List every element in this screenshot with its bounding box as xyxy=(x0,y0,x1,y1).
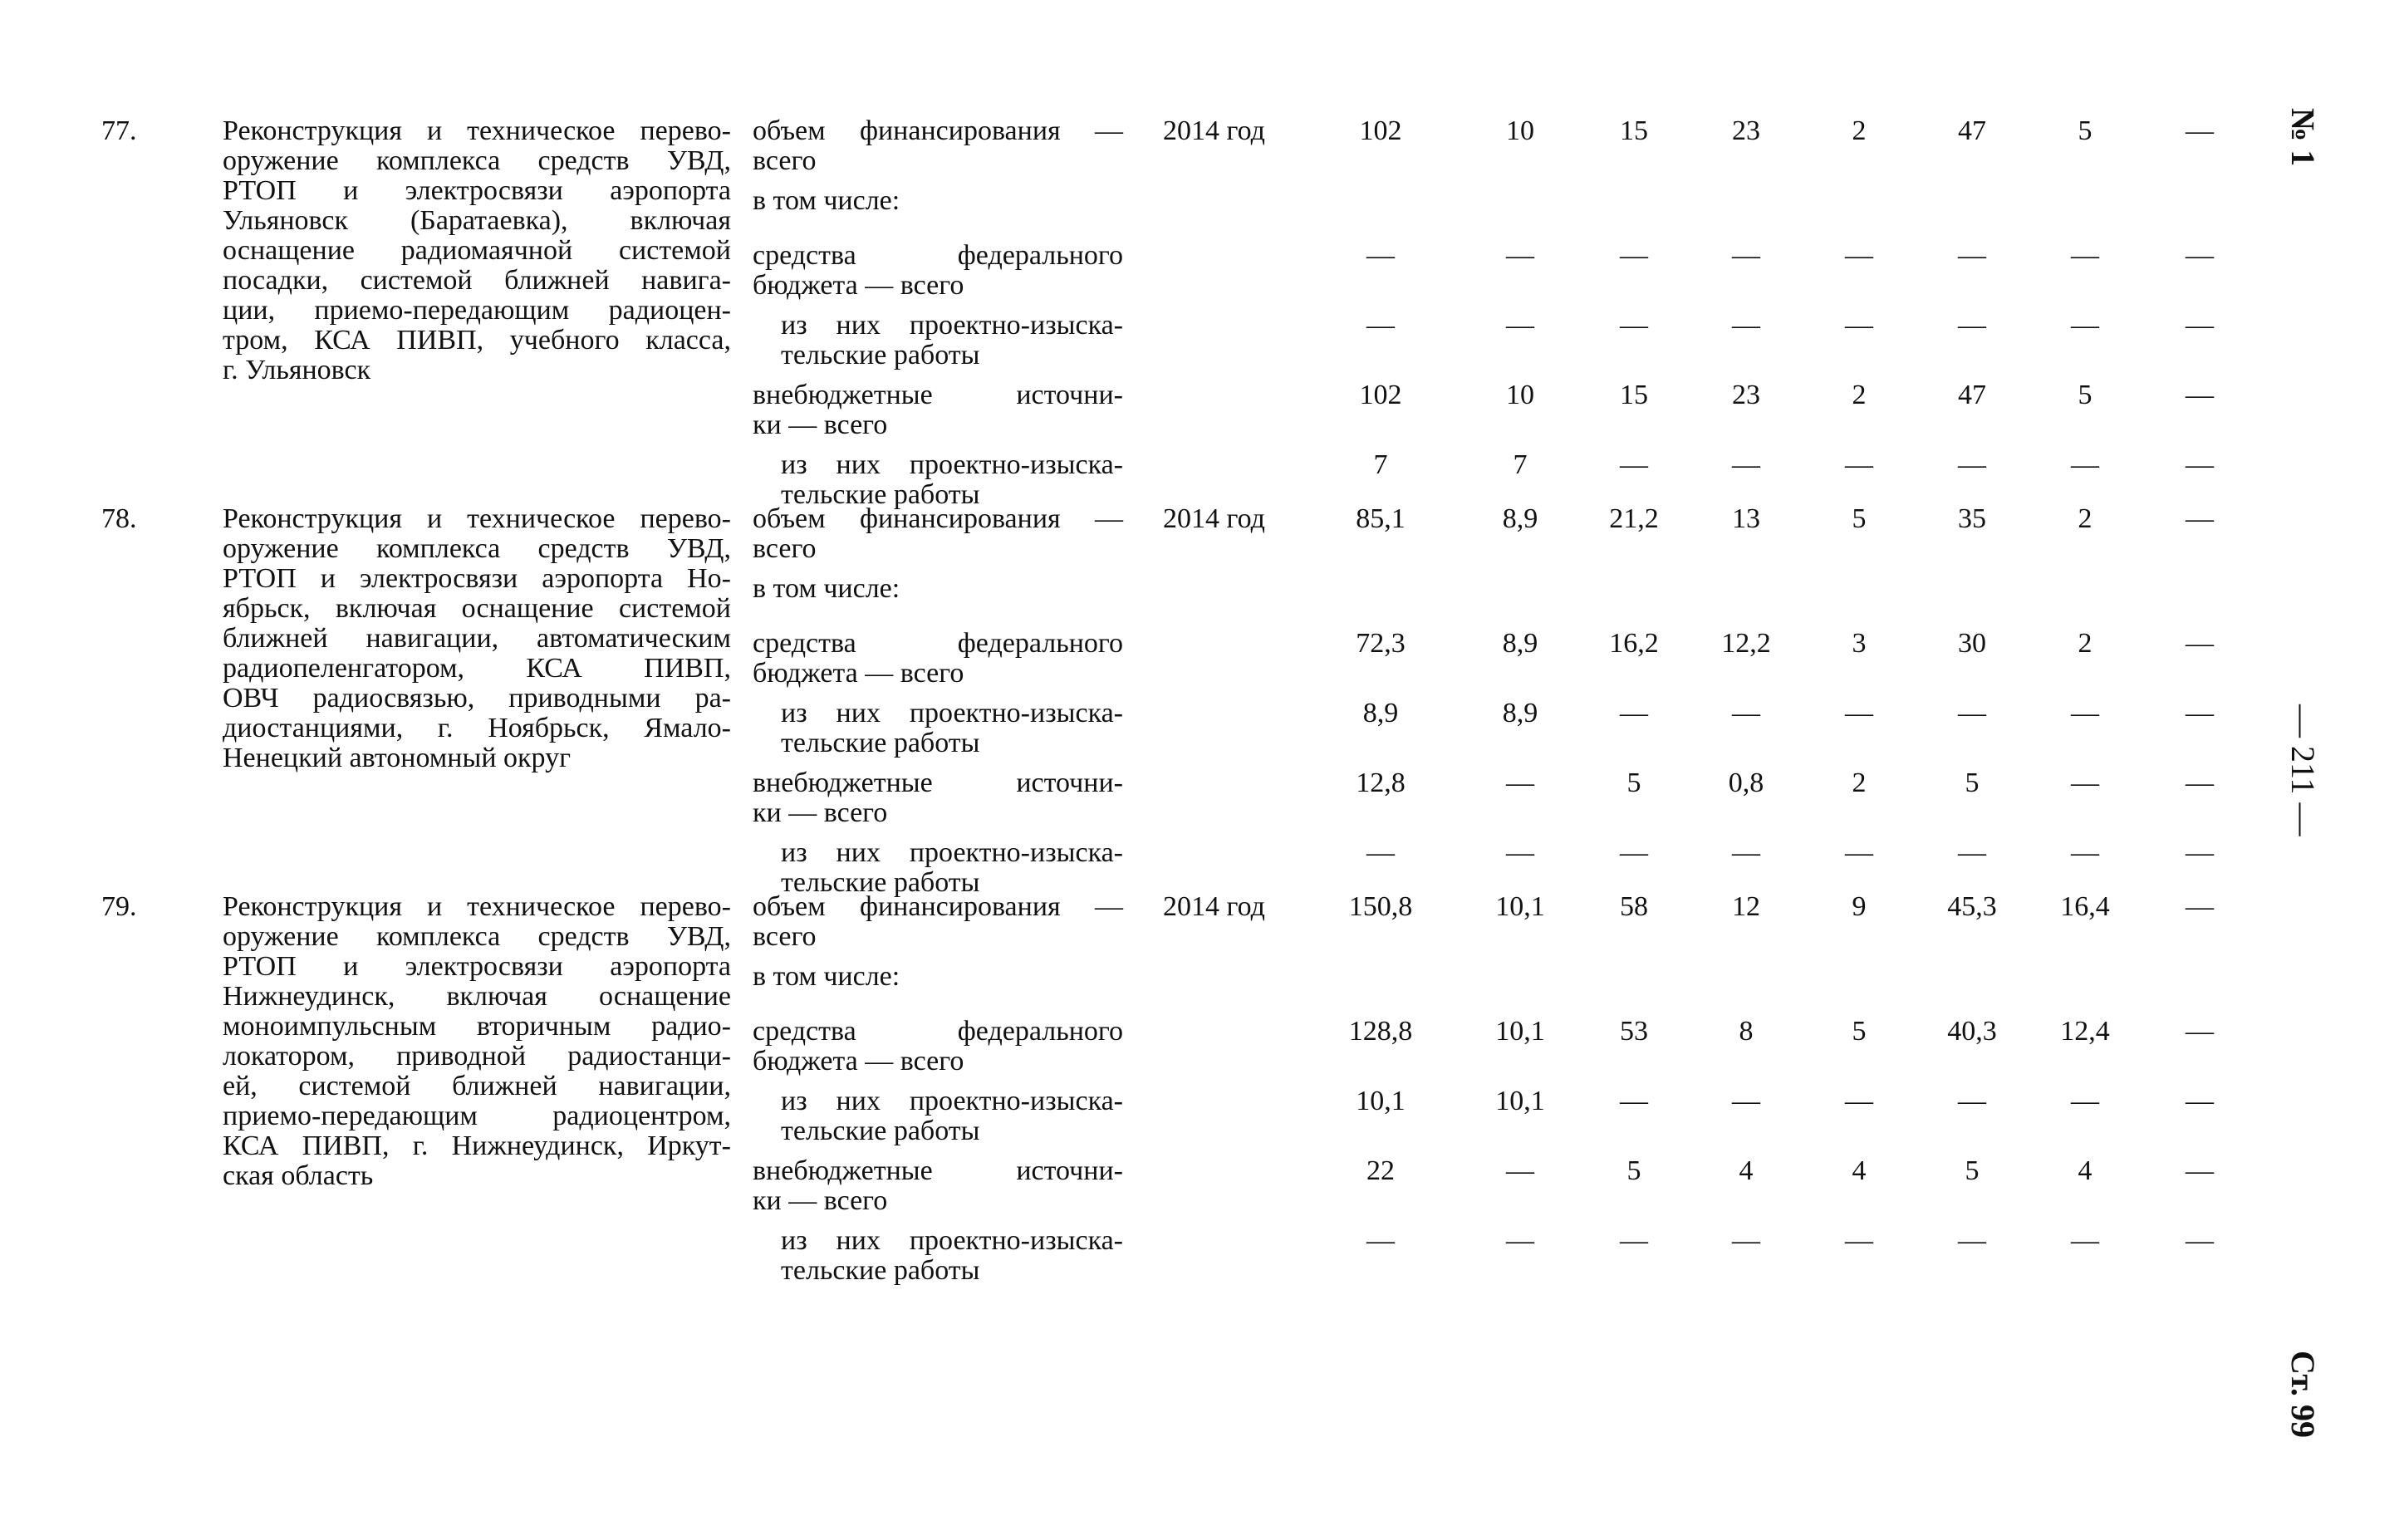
value-cell: — xyxy=(2186,115,2214,146)
label-line: из них проектно-изыска- xyxy=(781,1086,1123,1116)
value-cell: — xyxy=(1620,698,1648,728)
funding-row xyxy=(0,380,2404,447)
label-line: в том числе: xyxy=(753,573,900,604)
entry-number: 79. xyxy=(101,891,137,922)
value-cell: — xyxy=(1845,310,1873,341)
description-line: оружение комплекса средств УВД, xyxy=(223,145,731,176)
entry-year: 2014 год xyxy=(1163,115,1265,146)
description-line: Реконструкция и техническое перево- xyxy=(223,503,731,534)
description-line: тром, КСА ПИВП, учебного класса, xyxy=(223,325,731,356)
description-line: г. Ульяновск xyxy=(223,355,371,385)
value-cell: 5 xyxy=(2078,115,2092,146)
value-cell: — xyxy=(1620,1225,1648,1256)
description-line: Реконструкция и техническое перево- xyxy=(223,891,731,922)
funding-row-label xyxy=(753,241,1123,301)
value-cell: — xyxy=(1366,310,1395,341)
description-line: ции, приемо-передающим радиоцен- xyxy=(223,295,731,326)
description-line: РТОП и электросвязи аэропорта xyxy=(223,951,731,982)
funding-row-label xyxy=(781,311,1123,370)
value-cell: — xyxy=(1732,240,1760,271)
funding-row xyxy=(0,241,2404,307)
label-line: из них проектно-изыска- xyxy=(781,837,1123,868)
value-cell: — xyxy=(1845,240,1873,271)
funding-row xyxy=(0,504,2404,571)
funding-row xyxy=(0,629,2404,695)
value-cell: 102 xyxy=(1359,380,1402,410)
value-cell: — xyxy=(2186,240,2214,271)
value-cell: 22 xyxy=(1366,1155,1395,1186)
label-line: всего xyxy=(753,921,817,952)
value-cell: 8 xyxy=(1739,1016,1754,1047)
value-cell: 102 xyxy=(1359,115,1402,146)
label-line: всего xyxy=(753,145,817,176)
value-cell: — xyxy=(1620,1086,1648,1116)
value-cell: — xyxy=(1732,698,1760,728)
label-line: из них проектно-изыска- xyxy=(781,310,1123,341)
value-cell: 15 xyxy=(1620,380,1648,410)
value-cell: — xyxy=(1958,698,1986,728)
description-line: оружение комплекса средств УВД, xyxy=(223,533,731,564)
label-line: из них проектно-изыска- xyxy=(781,449,1123,480)
value-cell: — xyxy=(1620,449,1648,480)
value-cell: — xyxy=(2186,380,2214,410)
value-cell: 3 xyxy=(1852,628,1867,659)
entry-number: 78. xyxy=(101,503,137,534)
value-cell: — xyxy=(1732,837,1760,868)
label-line: ки — всего xyxy=(753,1185,888,1216)
value-cell: 15 xyxy=(1620,115,1648,146)
value-cell: — xyxy=(1620,310,1648,341)
label-line: внебюджетные источни- xyxy=(753,380,1123,410)
label-line: тельские работы xyxy=(781,1116,980,1146)
value-cell: — xyxy=(2186,449,2214,480)
label-line: бюджета — всего xyxy=(753,270,964,301)
value-cell: 2 xyxy=(2078,503,2092,534)
funding-row xyxy=(0,116,2404,183)
value-cell: 2 xyxy=(2078,628,2092,659)
value-cell: — xyxy=(2071,837,2099,868)
description-line: приемо-передающим радиоцентром, xyxy=(223,1101,731,1131)
label-line: ки — всего xyxy=(753,410,888,440)
label-line: всего xyxy=(753,533,817,564)
funding-row xyxy=(0,892,2404,959)
funding-row-label xyxy=(753,629,1123,689)
value-cell: 4 xyxy=(2078,1155,2092,1186)
value-cell: — xyxy=(2071,240,2099,271)
value-cell: — xyxy=(2071,449,2099,480)
value-cell: 4 xyxy=(1739,1155,1754,1186)
value-cell: — xyxy=(1366,837,1395,868)
value-cell: 10 xyxy=(1506,380,1534,410)
label-line: бюджета — всего xyxy=(753,658,964,689)
value-cell: 8,9 xyxy=(1362,698,1399,728)
article-number: Ст. 99 xyxy=(2284,1351,2322,1438)
value-cell: 2 xyxy=(1852,768,1867,798)
description-line: локатором, приводной радиостанци- xyxy=(223,1041,731,1072)
label-line: бюджета — всего xyxy=(753,1046,964,1077)
value-cell: — xyxy=(1845,449,1873,480)
label-line: внебюджетные источни- xyxy=(753,1155,1123,1186)
description-line: ябрьск, включая оснащение системой xyxy=(223,593,731,624)
funding-row xyxy=(0,1017,2404,1083)
label-line: средства федерального xyxy=(753,628,1123,659)
value-cell: — xyxy=(1845,1086,1873,1116)
funding-row-label xyxy=(753,116,1123,176)
value-cell: — xyxy=(1506,310,1534,341)
funding-row-label xyxy=(753,768,1123,828)
value-cell: 7 xyxy=(1373,449,1388,480)
value-cell: — xyxy=(2186,1225,2214,1256)
funding-row-label xyxy=(781,699,1123,758)
funding-row-label xyxy=(781,1086,1123,1146)
label-line: ки — всего xyxy=(753,797,888,828)
value-cell: — xyxy=(2186,310,2214,341)
value-cell: — xyxy=(2071,1086,2099,1116)
value-cell: — xyxy=(2186,503,2214,534)
label-line: тельские работы xyxy=(781,1255,980,1286)
value-cell: 23 xyxy=(1732,380,1760,410)
value-cell: 2 xyxy=(1852,380,1867,410)
description-line: РТОП и электросвязи аэропорта Но- xyxy=(223,563,731,594)
value-cell: — xyxy=(2071,768,2099,798)
label-line: из них проектно-изыска- xyxy=(781,698,1123,728)
value-cell: — xyxy=(2186,837,2214,868)
value-cell: — xyxy=(1958,449,1986,480)
description-line: посадки, системой ближней навига- xyxy=(223,265,731,296)
value-cell: 8,9 xyxy=(1502,628,1538,659)
value-cell: 23 xyxy=(1732,115,1760,146)
label-line: средства федерального xyxy=(753,240,1123,271)
value-cell: 85,1 xyxy=(1356,503,1406,534)
value-cell: — xyxy=(2186,1155,2214,1186)
value-cell: 12,2 xyxy=(1721,628,1771,659)
value-cell: — xyxy=(1506,1225,1534,1256)
value-cell: 10,1 xyxy=(1495,1086,1545,1116)
entry-year: 2014 год xyxy=(1163,891,1265,922)
value-cell: 45,3 xyxy=(1947,891,1997,922)
value-cell: 72,3 xyxy=(1356,628,1406,659)
description-line: ская область xyxy=(223,1160,374,1191)
value-cell: — xyxy=(2071,1225,2099,1256)
value-cell: — xyxy=(1620,240,1648,271)
label-line: в том числе: xyxy=(753,185,900,216)
label-line: средства федерального xyxy=(753,1016,1123,1047)
value-cell: — xyxy=(1620,837,1648,868)
value-cell: 10 xyxy=(1506,115,1534,146)
value-cell: 9 xyxy=(1852,891,1867,922)
description-line: Ненецкий автономный округ xyxy=(223,743,572,773)
funding-row-label xyxy=(753,380,1123,440)
description-line: радиопеленгатором, КСА ПИВП, xyxy=(223,653,731,684)
label-line: тельские работы xyxy=(781,728,980,758)
value-cell: 5 xyxy=(1626,1155,1641,1186)
value-cell: — xyxy=(2186,698,2214,728)
funding-row xyxy=(0,699,2404,765)
description-line: Нижнеудинск, включая оснащение xyxy=(223,981,731,1012)
entry-number: 77. xyxy=(101,115,137,146)
label-line: тельские работы xyxy=(781,340,980,370)
value-cell: — xyxy=(1958,240,1986,271)
value-cell: 150,8 xyxy=(1348,891,1413,922)
value-cell: — xyxy=(2071,310,2099,341)
funding-row xyxy=(0,1086,2404,1153)
description-line: ближней навигации, автоматическим xyxy=(223,623,731,654)
value-cell: — xyxy=(2186,1086,2214,1116)
value-cell: 8,9 xyxy=(1502,503,1538,534)
value-cell: 5 xyxy=(2078,380,2092,410)
funding-row-label xyxy=(753,1017,1123,1077)
value-cell: 47 xyxy=(1958,115,1986,146)
value-cell: — xyxy=(2071,698,2099,728)
issue-number: № 1 xyxy=(2284,108,2322,167)
value-cell: — xyxy=(1845,837,1873,868)
value-cell: 40,3 xyxy=(1947,1016,1997,1047)
value-cell: — xyxy=(2186,768,2214,798)
description-line: ОВЧ радиосвязью, приводными ра- xyxy=(223,683,731,714)
value-cell: 5 xyxy=(1965,1155,1980,1186)
label-line: тельские работы xyxy=(781,479,980,510)
funding-row-label xyxy=(753,962,1123,992)
value-cell: 16,4 xyxy=(2060,891,2110,922)
funding-row xyxy=(0,1226,2404,1292)
value-cell: — xyxy=(1506,837,1534,868)
value-cell: — xyxy=(1366,240,1395,271)
value-cell: 13 xyxy=(1732,503,1760,534)
value-cell: 12,4 xyxy=(2060,1016,2110,1047)
value-cell: — xyxy=(1845,1225,1873,1256)
value-cell: — xyxy=(1732,310,1760,341)
value-cell: — xyxy=(1958,1086,1986,1116)
funding-row-label xyxy=(753,1156,1123,1216)
description-line: диостанциями, г. Ноябрьск, Ямало- xyxy=(223,713,731,743)
label-line: в том числе: xyxy=(753,961,900,992)
value-cell: 53 xyxy=(1620,1016,1648,1047)
description-line: КСА ПИВП, г. Нижнеудинск, Иркут- xyxy=(223,1130,731,1161)
value-cell: — xyxy=(1732,1086,1760,1116)
value-cell: 4 xyxy=(1852,1155,1867,1186)
funding-row xyxy=(0,768,2404,835)
funding-row xyxy=(0,1156,2404,1223)
label-line: объем финансирования — xyxy=(753,115,1123,146)
value-cell: 5 xyxy=(1965,768,1980,798)
value-cell: 58 xyxy=(1620,891,1648,922)
value-cell: 16,2 xyxy=(1609,628,1659,659)
value-cell: 12 xyxy=(1732,891,1760,922)
value-cell: 12,8 xyxy=(1356,768,1406,798)
funding-row-label xyxy=(781,1226,1123,1286)
value-cell: 5 xyxy=(1852,1016,1867,1047)
value-cell: 10,1 xyxy=(1495,1016,1545,1047)
value-cell: 5 xyxy=(1626,768,1641,798)
funding-row-label xyxy=(753,186,1123,216)
value-cell: — xyxy=(1732,1225,1760,1256)
description-line: ей, системой ближней навигации, xyxy=(223,1071,731,1101)
value-cell: — xyxy=(2186,1016,2214,1047)
value-cell: 21,2 xyxy=(1609,503,1659,534)
value-cell: 10,1 xyxy=(1356,1086,1406,1116)
value-cell: 128,8 xyxy=(1348,1016,1413,1047)
value-cell: — xyxy=(1366,1225,1395,1256)
value-cell: — xyxy=(2186,628,2214,659)
value-cell: 8,9 xyxy=(1502,698,1538,728)
label-line: внебюджетные источни- xyxy=(753,768,1123,798)
description-line: оружение комплекса средств УВД, xyxy=(223,921,731,952)
funding-row-label xyxy=(753,892,1123,952)
value-cell: 0,8 xyxy=(1728,768,1764,798)
description-line: Реконструкция и техническое перево- xyxy=(223,115,731,146)
funding-row-label xyxy=(781,450,1123,510)
description-line: РТОП и электросвязи аэропорта xyxy=(223,175,731,206)
value-cell: 5 xyxy=(1852,503,1867,534)
value-cell: — xyxy=(1845,698,1873,728)
page-number: — 211 — xyxy=(2284,704,2322,836)
value-cell: — xyxy=(1958,310,1986,341)
entry-year: 2014 год xyxy=(1163,503,1265,534)
description-line: Ульяновск (Баратаевка), включая xyxy=(223,205,731,236)
value-cell: 35 xyxy=(1958,503,1986,534)
funding-row-label xyxy=(753,504,1123,564)
value-cell: — xyxy=(1958,1225,1986,1256)
funding-row-label xyxy=(781,838,1123,898)
label-line: объем финансирования — xyxy=(753,503,1123,534)
value-cell: 2 xyxy=(1852,115,1867,146)
value-cell: — xyxy=(1732,449,1760,480)
label-line: объем финансирования — xyxy=(753,891,1123,922)
description-line: моноимпульсным вторичным радио- xyxy=(223,1011,731,1042)
value-cell: 7 xyxy=(1513,449,1528,480)
value-cell: 30 xyxy=(1958,628,1986,659)
value-cell: — xyxy=(1958,837,1986,868)
description-line: оснащение радиомаячной системой xyxy=(223,235,731,266)
value-cell: 10,1 xyxy=(1495,891,1545,922)
funding-row xyxy=(0,311,2404,377)
value-cell: 47 xyxy=(1958,380,1986,410)
label-line: тельские работы xyxy=(781,867,980,898)
funding-row-label xyxy=(753,574,1123,604)
value-cell: — xyxy=(1506,768,1534,798)
label-line: из них проектно-изыска- xyxy=(781,1225,1123,1256)
value-cell: — xyxy=(1506,240,1534,271)
value-cell: — xyxy=(1506,1155,1534,1186)
value-cell: — xyxy=(2186,891,2214,922)
